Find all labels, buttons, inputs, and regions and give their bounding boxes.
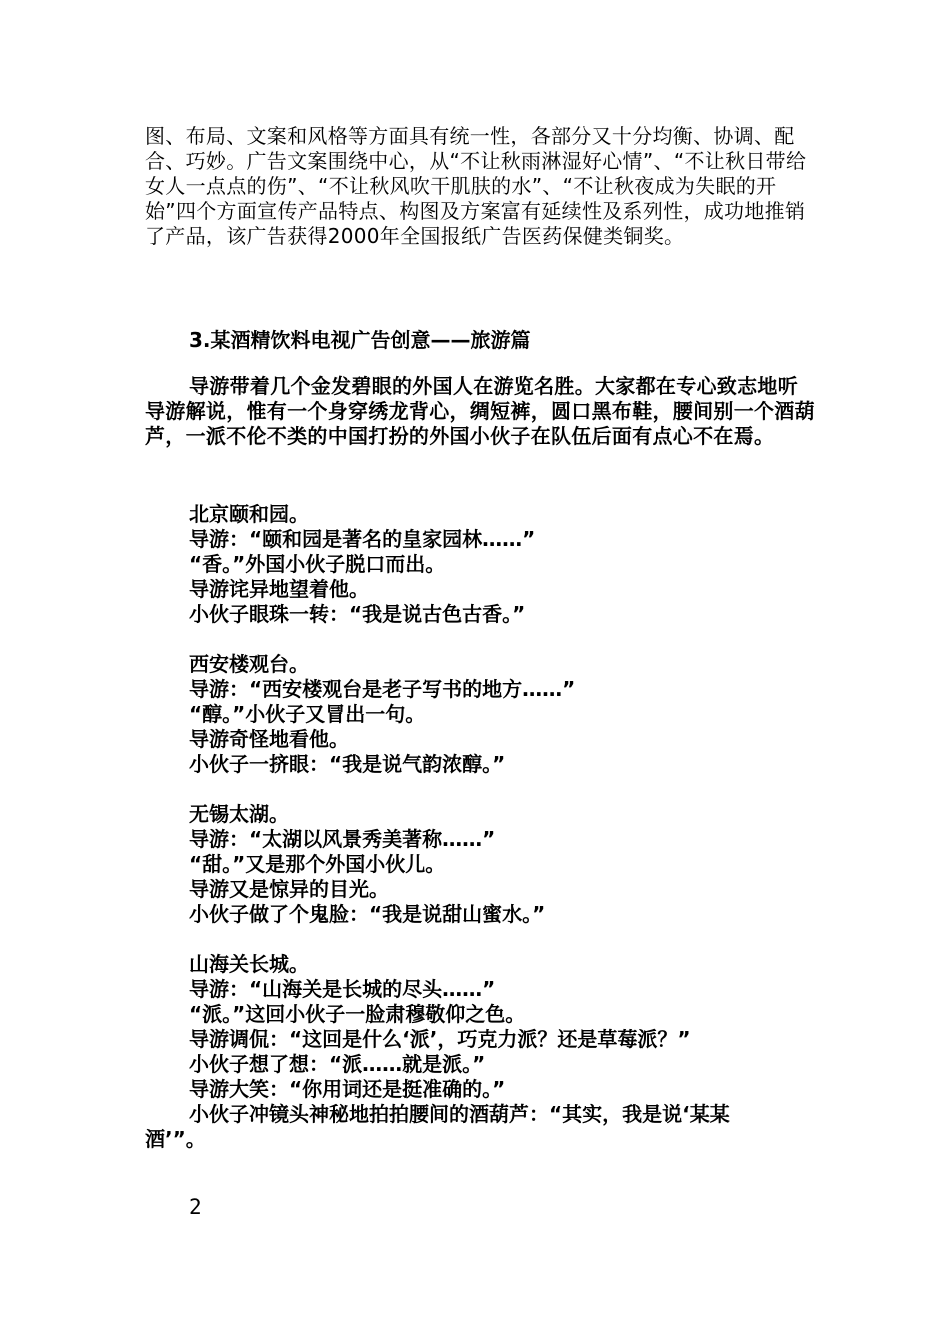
dialogue-line: 小伙子想了想：“派……就是派。” bbox=[189, 1052, 486, 1076]
dialogue-line: 导游诧异地望着他。 bbox=[189, 577, 369, 601]
dialogue-line: “甜。”又是那个外国小伙儿。 bbox=[189, 852, 446, 876]
page-number: 2 bbox=[189, 1195, 202, 1219]
scene-location: 北京颐和园。 bbox=[189, 502, 309, 526]
dialogue-line: “派。”这回小伙子一脸肃穆敬仰之色。 bbox=[189, 1002, 526, 1026]
dialogue-line: 小伙子眼珠一转：“我是说古色古香。” bbox=[189, 602, 526, 626]
dialogue-line: “香。”外国小伙子脱口而出。 bbox=[189, 552, 446, 576]
intro-paragraph: 图、布局、文案和风格等方面具有统一性，各部分又十分均衡、协调、配合、巧妙。广告文案围绕中心，从“不让秋雨淋湿好心情”、“不让秋日带给女人一点点的伤”、“不让秋风吹干肌肤的水”、“不让秋夜成为失眠的开始”四个方面宣传产品特点、构图及方案富有延续性及系列性，成功地推销了产品，该广告获得2000年全国报纸广告医药保健类铜奖。 bbox=[145, 124, 807, 248]
section-heading: 3.某酒精饮料电视广告创意——旅游篇 bbox=[189, 328, 531, 352]
scene-location: 无锡太湖。 bbox=[189, 802, 289, 826]
dialogue-line: 导游：“山海关是长城的尽头……” bbox=[189, 977, 496, 1001]
dialogue-line: “醇。”小伙子又冒出一句。 bbox=[189, 702, 426, 726]
dialogue-line: 小伙子冲镜头神秘地拍拍腰间的酒葫芦：“其实，我是说‘某某 bbox=[189, 1102, 730, 1126]
dialogue-line: 导游：“西安楼观台是老子写书的地方……” bbox=[189, 677, 576, 701]
dialogue-line: 导游调侃：“这回是什么‘派’，巧克力派？还是草莓派？” bbox=[189, 1027, 691, 1051]
dialogue-line: 导游：“颐和园是著名的皇家园林……” bbox=[189, 527, 536, 551]
dialogue-line: 小伙子一挤眼：“我是说气韵浓醇。” bbox=[189, 752, 506, 776]
dialogue-line: 导游：“太湖以风景秀美著称……” bbox=[189, 827, 496, 851]
scene-location: 山海关长城。 bbox=[189, 952, 309, 976]
dialogue-line: 导游大笑：“你用词还是挺准确的。” bbox=[189, 1077, 506, 1101]
dialogue-line: 小伙子做了个鬼脸：“我是说甜山蜜水。” bbox=[189, 902, 546, 926]
story-paragraph: 导游带着几个金发碧眼的外国人在游览名胜。大家都在专心致志地听导游解说，惟有一个身穿绣龙背心，绸短裤，圆口黑布鞋，腰间别一个酒葫芦，一派不伦不类的中国打扮的外国小伙子在队伍后面有点心不在焉。 bbox=[145, 374, 815, 448]
dialogue-line: 导游又是惊异的目光。 bbox=[189, 877, 389, 901]
scene-location: 西安楼观台。 bbox=[189, 652, 309, 676]
dialogue-line: 导游奇怪地看他。 bbox=[189, 727, 349, 751]
dialogue-line: 酒’”。 bbox=[145, 1127, 206, 1151]
